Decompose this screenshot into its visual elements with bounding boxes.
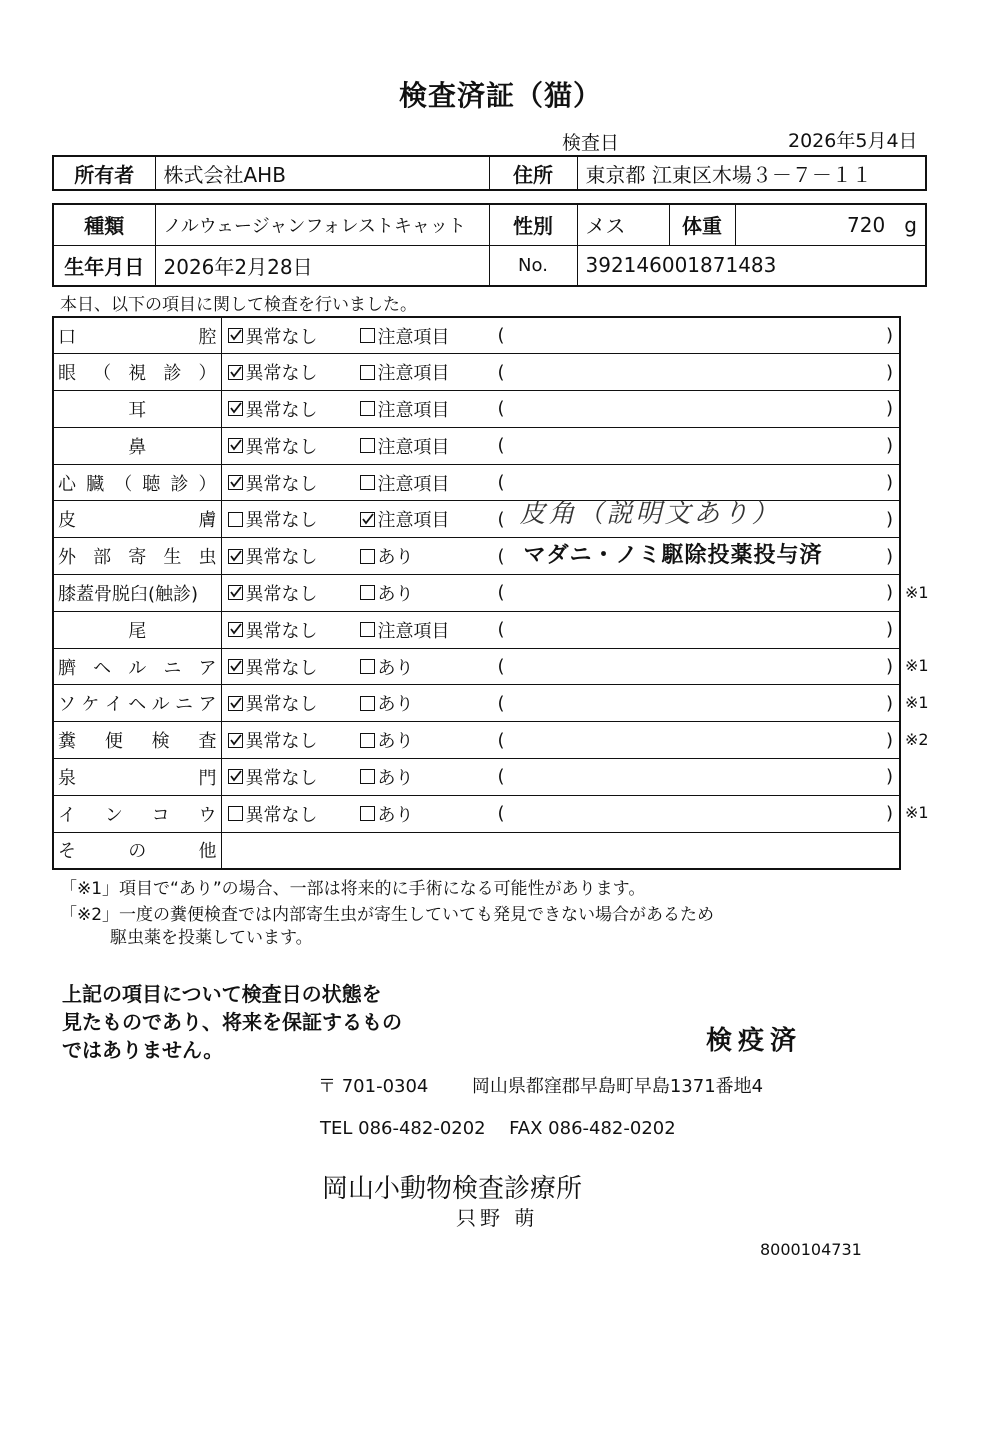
intro-text: 本日、以下の項目に関して検査を行いました。 — [60, 295, 417, 315]
check-item-cell — [53, 575, 221, 612]
close-paren-icon: ) — [885, 619, 893, 641]
birth-label: 生年月日 — [53, 245, 155, 286]
checkbox-attention[interactable] — [360, 549, 375, 564]
open-paren-icon: ( — [497, 472, 505, 494]
check-row — [53, 538, 900, 575]
check-row — [53, 575, 900, 612]
close-paren-icon: ) — [885, 582, 893, 604]
check-item-label: そ の 他 — [58, 841, 217, 863]
close-paren-icon: ) — [885, 325, 893, 347]
option-normal-label: 異常なし — [245, 473, 318, 495]
check-item-label: 糞 便 検 査 — [58, 731, 217, 753]
option-normal-label: 異常なし — [245, 547, 318, 569]
option-normal-label: 異常なし — [245, 363, 318, 385]
check-options-cell — [221, 722, 900, 759]
remarks-field — [498, 582, 894, 603]
option-attention-label: 注意項目 — [377, 399, 450, 421]
check-options-cell — [221, 538, 900, 575]
check-item-cell — [53, 427, 221, 464]
option-normal-label: 異常なし — [245, 694, 318, 716]
check-options-cell — [221, 354, 900, 391]
checks-table — [52, 316, 901, 870]
checkbox-attention[interactable] — [360, 622, 375, 637]
check-item-cell — [53, 501, 221, 538]
owner-table — [52, 155, 927, 191]
check-row — [53, 391, 900, 428]
postal-code: 〒 701-0304 — [318, 1076, 429, 1097]
option-attention-label: 注意項目 — [377, 363, 450, 385]
check-item-cell — [53, 391, 221, 428]
checkbox-normal[interactable] — [228, 622, 243, 637]
check-options-cell — [221, 611, 900, 648]
close-paren-icon: ) — [885, 692, 893, 714]
check-item-label: 泉 門 — [58, 767, 217, 789]
remarks-field — [498, 325, 894, 346]
disclaimer-line: 上記の項目について検査日の状態を — [62, 982, 382, 1006]
address-label: 住所 — [489, 156, 577, 190]
option-normal-label: 異常なし — [245, 510, 318, 532]
checkbox-normal[interactable] — [228, 438, 243, 453]
open-paren-icon: ( — [497, 435, 505, 457]
checkbox-attention[interactable] — [360, 438, 375, 453]
check-item-label: イ ン コ ウ — [58, 804, 217, 826]
close-paren-icon: ) — [885, 545, 893, 567]
checkbox-attention[interactable] — [360, 696, 375, 711]
close-paren-icon: ) — [885, 803, 893, 825]
checkbox-attention[interactable] — [360, 401, 375, 416]
open-paren-icon: ( — [497, 692, 505, 714]
disclaimer-line: ではありません。 — [62, 1038, 224, 1062]
remarks-field — [498, 619, 894, 640]
option-attention-label: あり — [377, 767, 414, 789]
owner-label: 所有者 — [53, 156, 155, 190]
option-attention-label: 注意項目 — [377, 473, 450, 495]
check-row — [53, 501, 900, 538]
option-normal-label: 異常なし — [245, 326, 318, 348]
birth-value: 2026年2月28日 — [155, 245, 489, 286]
remarks-field — [498, 472, 894, 493]
open-paren-icon: ( — [497, 729, 505, 751]
checkbox-attention[interactable] — [360, 512, 375, 527]
option-attention-label: あり — [377, 804, 414, 826]
footnote-2: 「※2」一度の糞便検査では内部寄生虫が寄生していても発見できない場合があるため — [60, 905, 715, 925]
clinic-address: 岡山県都窪郡早島町早島1371番地4 — [471, 1076, 764, 1097]
remarks-field — [498, 730, 894, 751]
check-row — [53, 795, 900, 832]
checkbox-normal[interactable] — [228, 733, 243, 748]
checkbox-normal[interactable] — [228, 401, 243, 416]
check-item-label: 鼻 — [128, 436, 147, 458]
check-row — [53, 427, 900, 464]
option-attention-label: 注意項目 — [377, 436, 450, 458]
fax: FAX 086-482-0202 — [509, 1118, 676, 1139]
checkbox-attention[interactable] — [360, 659, 375, 674]
option-normal-label: 異常なし — [245, 583, 318, 605]
checkbox-normal[interactable] — [228, 328, 243, 343]
checkbox-normal[interactable] — [228, 659, 243, 674]
close-paren-icon: ) — [885, 656, 893, 678]
option-attention-label: 注意項目 — [377, 510, 450, 532]
check-options-cell — [221, 759, 900, 796]
check-item-label: 外 部 寄 生 虫 — [58, 547, 217, 569]
option-normal-label: 異常なし — [245, 731, 318, 753]
animal-table — [52, 203, 927, 287]
no-label: No. — [489, 245, 577, 286]
exam-date: 2026年5月4日 — [788, 130, 918, 152]
check-item-label: 臍 ヘ ル ニ ア — [58, 657, 217, 679]
document-number: 8000104731 — [760, 1240, 862, 1259]
check-item-cell — [53, 538, 221, 575]
checkbox-normal[interactable] — [228, 585, 243, 600]
checkbox-attention[interactable] — [360, 585, 375, 600]
no-value: 392146001871483 — [577, 245, 926, 286]
disclaimer-line: 見たものであり、将来を保証するもの — [62, 1010, 402, 1034]
option-normal-label: 異常なし — [245, 804, 318, 826]
checkbox-normal[interactable] — [228, 512, 243, 527]
checkbox-attention[interactable] — [360, 806, 375, 821]
check-row — [53, 759, 900, 796]
check-row — [53, 317, 900, 354]
contact-line — [320, 1118, 676, 1139]
check-item-cell — [53, 795, 221, 832]
remarks-field — [498, 693, 894, 714]
exam-date-label: 検査日 — [562, 132, 620, 154]
check-options-cell — [221, 795, 900, 832]
checkbox-attention[interactable] — [360, 365, 375, 380]
check-note: マダニ・ノミ駆除投薬投与済 — [523, 542, 823, 568]
open-paren-icon: ( — [497, 545, 505, 567]
open-paren-icon: ( — [497, 361, 505, 383]
clinic-name: 岡山小動物検査診療所 — [322, 1174, 583, 1204]
check-item-label: 心 臓 （ 聴 診 ） — [58, 473, 217, 495]
breed-label: 種類 — [53, 204, 155, 245]
close-paren-icon: ) — [885, 361, 893, 383]
weight-unit: g — [904, 212, 917, 237]
checkbox-normal[interactable] — [228, 806, 243, 821]
sex-label: 性別 — [489, 204, 577, 245]
check-options-cell — [221, 575, 900, 612]
weight-cell — [735, 204, 926, 245]
remarks-field — [498, 803, 894, 824]
check-row — [53, 354, 900, 391]
open-paren-icon: ( — [497, 398, 505, 420]
remarks-field — [498, 362, 894, 383]
address-value: 東京都 江東区木場３－７－１１ — [577, 156, 926, 190]
option-attention-label: あり — [377, 694, 414, 716]
option-attention-label: あり — [377, 547, 414, 569]
check-item-cell — [53, 317, 221, 354]
footnote-mark: ※1 — [905, 693, 929, 712]
remarks-field — [498, 435, 894, 456]
checkbox-attention[interactable] — [360, 328, 375, 343]
check-note: 皮角（説明文あり） — [519, 498, 781, 529]
check-item-cell — [53, 832, 221, 869]
owner-value: 株式会社AHB — [155, 156, 489, 190]
checkbox-attention[interactable] — [360, 475, 375, 490]
weight-label: 体重 — [669, 204, 735, 245]
check-item-cell — [53, 685, 221, 722]
check-row — [53, 611, 900, 648]
option-normal-label: 異常なし — [245, 399, 318, 421]
option-normal-label: 異常なし — [245, 657, 318, 679]
checkbox-attention[interactable] — [360, 769, 375, 784]
option-normal-label: 異常なし — [245, 767, 318, 789]
check-item-label: 皮 膚 — [58, 510, 217, 532]
footnote-mark: ※1 — [905, 582, 929, 602]
disclaimer — [62, 980, 402, 1064]
vet-name: 只野 萌 — [456, 1206, 539, 1230]
check-row-other — [53, 832, 900, 869]
check-row — [53, 648, 900, 685]
check-item-cell — [53, 354, 221, 391]
check-item-cell — [53, 759, 221, 796]
open-paren-icon: ( — [497, 582, 505, 604]
sex-value: メス — [577, 204, 669, 245]
close-paren-icon: ) — [885, 472, 893, 494]
check-item-label: 耳 — [128, 399, 147, 421]
open-paren-icon: ( — [497, 803, 505, 825]
other-remarks-field[interactable] — [221, 832, 900, 869]
close-paren-icon: ) — [885, 508, 893, 530]
check-item-cell — [53, 722, 221, 759]
check-item-label: 眼 （ 視 診 ） — [58, 363, 217, 385]
weight-value: 720 — [847, 212, 886, 237]
check-row — [53, 685, 900, 722]
footnote-mark: ※2 — [905, 729, 929, 749]
close-paren-icon: ) — [885, 435, 893, 457]
open-paren-icon: ( — [497, 325, 505, 347]
check-item-label: 尾 — [128, 620, 147, 642]
remarks-field — [498, 656, 894, 677]
remarks-field — [498, 766, 894, 787]
check-row — [53, 722, 900, 759]
close-paren-icon: ) — [885, 398, 893, 420]
checkbox-normal[interactable] — [228, 365, 243, 380]
footnote-mark: ※1 — [905, 803, 929, 823]
option-attention-label: あり — [377, 657, 414, 679]
check-options-cell — [221, 391, 900, 428]
option-attention-label: あり — [377, 731, 414, 753]
checkbox-attention[interactable] — [360, 733, 375, 748]
check-item-cell — [53, 648, 221, 685]
option-normal-label: 異常なし — [245, 620, 318, 642]
footnote-1: 「※1」項目で“あり”の場合、一部は将来的に手術になる可能性があります。 — [60, 879, 646, 899]
option-attention-label: 注意項目 — [377, 326, 450, 348]
checkbox-normal[interactable] — [228, 769, 243, 784]
check-item-label: 膝蓋骨脱臼(触診) — [58, 583, 199, 605]
check-item-label: ソ ケ イ ヘ ル ニ ア — [58, 694, 217, 716]
checkbox-normal[interactable] — [228, 696, 243, 711]
check-options-cell — [221, 685, 900, 722]
open-paren-icon: ( — [497, 619, 505, 641]
page-title: 検査済証（猫） — [398, 79, 602, 112]
breed-value: ノルウェージャンフォレストキャット — [155, 204, 489, 245]
remarks-field — [497, 498, 894, 530]
checkbox-normal[interactable] — [228, 549, 243, 564]
tel: TEL 086-482-0202 — [320, 1118, 486, 1139]
option-attention-label: あり — [377, 583, 414, 605]
open-paren-icon: ( — [497, 766, 505, 788]
check-options-cell — [221, 648, 900, 685]
close-paren-icon: ) — [885, 766, 893, 788]
option-normal-label: 異常なし — [245, 436, 318, 458]
open-paren-icon: ( — [497, 508, 505, 530]
footnote-mark: ※1 — [905, 656, 929, 676]
remarks-field — [498, 398, 894, 419]
check-item-cell — [53, 611, 221, 648]
quarantine-stamp: 検疫済 — [706, 1026, 803, 1056]
option-attention-label: 注意項目 — [377, 620, 450, 642]
remarks-field — [497, 542, 894, 568]
check-options-cell — [221, 317, 900, 354]
clinic-address-line — [318, 1072, 763, 1098]
open-paren-icon: ( — [497, 656, 505, 678]
close-paren-icon: ) — [885, 729, 893, 751]
check-options-cell — [221, 427, 900, 464]
check-options-cell — [221, 498, 900, 538]
check-item-label: 口 腔 — [58, 326, 217, 348]
checkbox-normal[interactable] — [228, 475, 243, 490]
check-item-cell — [53, 464, 221, 501]
footnote-2-cont: 駆虫薬を投薬しています。 — [110, 928, 313, 948]
